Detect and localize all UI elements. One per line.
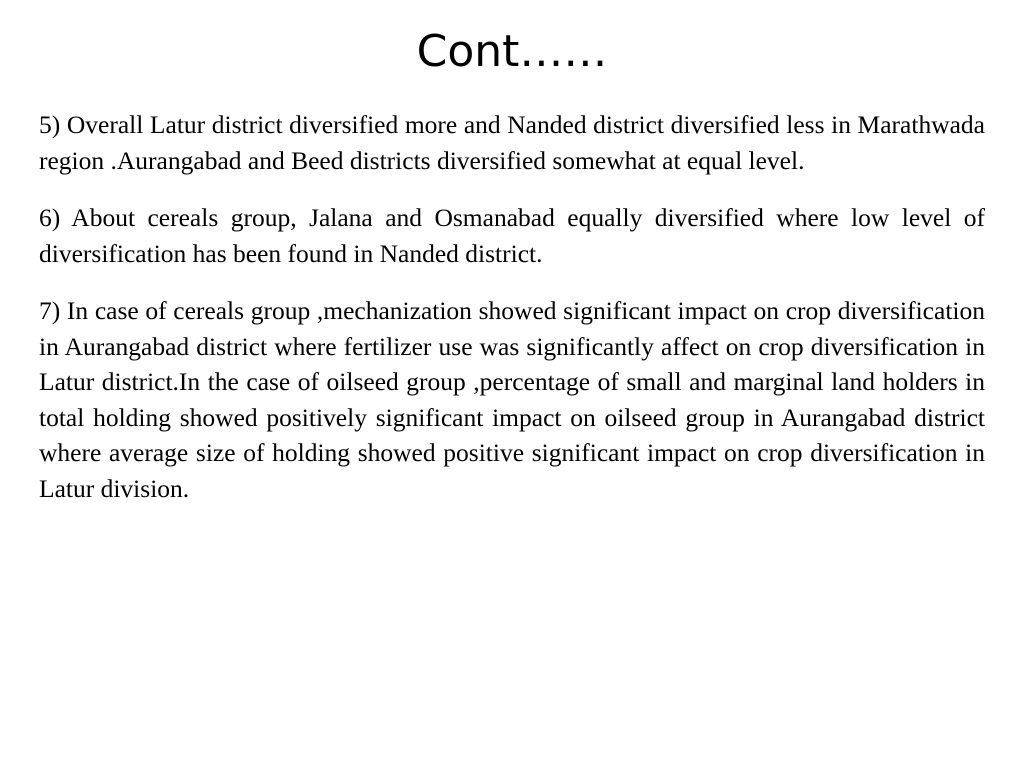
- slide-body: [39, 107, 985, 528]
- paragraph-7: 7) In case of cereals group ,mechanization showed significant impact on crop diversification in Aurangabad district where fertilizer use was significantly affect on crop diversification in Latur district.In the case of oilseed group ,percentage of small and marginal land holders in total holding showed positively significant impact on oilseed group in Aurangabad district where average size of holding showed positive significant impact on crop diversification in Latur division.: [39, 296, 985, 503]
- slide-title: Cont……: [416, 26, 608, 77]
- paragraph-6: 6) About cereals group, Jalana and Osmanabad equally diversified where low level of diversification has been found in Nanded district.: [39, 203, 985, 268]
- paragraph-5: 5) Overall Latur district diversified more and Nanded district diversified less in Marathwada region .Aurangabad and Beed districts diversified somewhat at equal level.: [39, 110, 985, 175]
